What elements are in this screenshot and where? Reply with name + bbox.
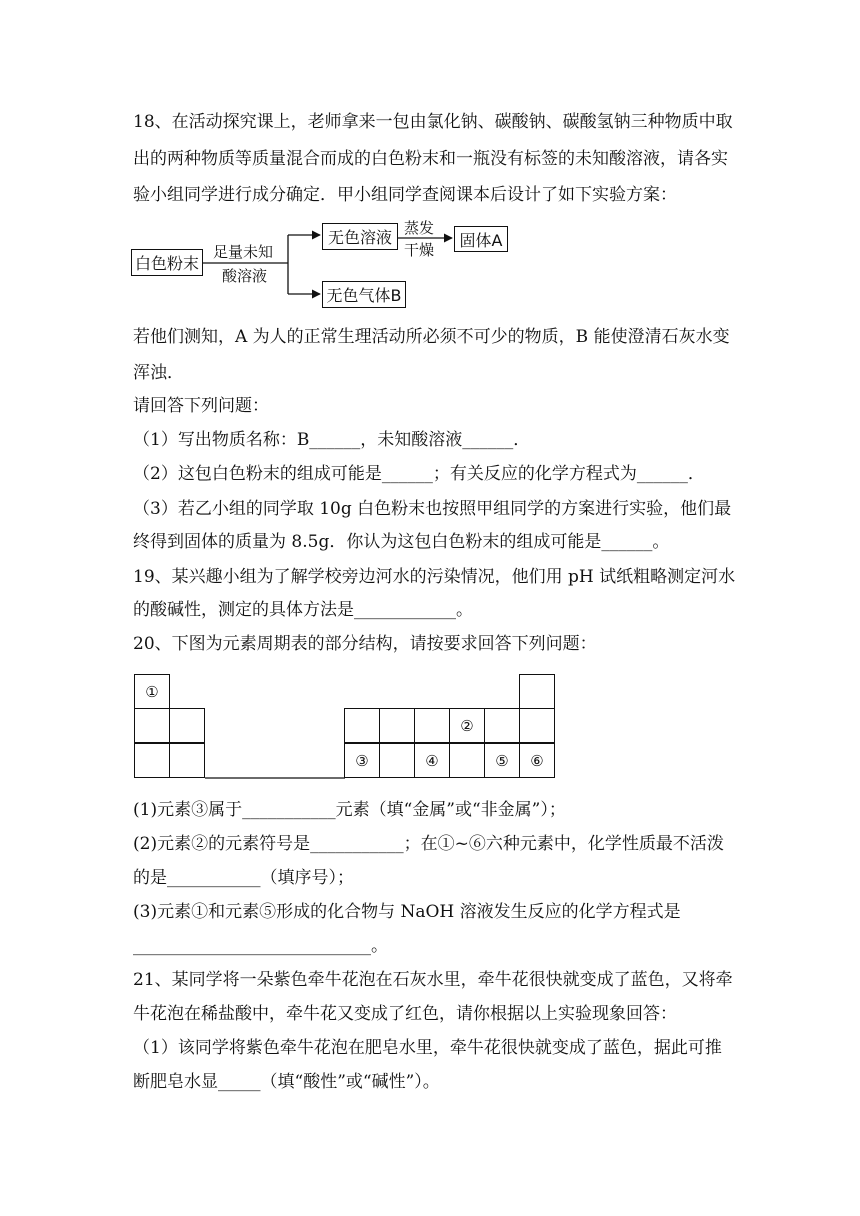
- cell-empty: [484, 708, 520, 743]
- q21-line-3: （1）该同学将紫色牵牛花泡在肥皂水里，牵牛花很快就变成了蓝色，据此可推: [133, 1038, 722, 1058]
- cell-empty: [519, 674, 555, 709]
- cell-empty: [449, 743, 485, 778]
- flow-solid-a: 固体A: [454, 226, 508, 252]
- cell-empty: [344, 708, 380, 743]
- q20-answer-blank: ____________________________: [133, 936, 371, 956]
- q20-line-2: (1)元素③属于___________元素（填“金属”或“非金属”）；: [133, 800, 566, 820]
- q21-line-2: 牛花泡在稀盐酸中，牵牛花又变成了红色，请你根据以上实验现象回答：: [133, 1004, 677, 1024]
- q18-line-10: 终得到固体的质量为 8.5g．你认为这包白色粉末的组成可能是______。: [133, 532, 670, 552]
- cell-element-3: ③: [344, 743, 380, 778]
- cell-element-5: ⑤: [484, 743, 520, 778]
- cell-empty: [379, 743, 415, 778]
- cell-empty: [134, 743, 170, 778]
- q18-line-4: 若他们测知，A 为人的正常生理活动所必须不可少的物质，B 能使澄清石灰水变: [133, 327, 730, 347]
- q18-line-5: 浑浊．: [133, 363, 184, 383]
- q18-line-1: 18、在活动探究课上，老师拿来一包由氯化钠、碳酸钠、碳酸氢钠三种物质中取: [133, 112, 733, 132]
- cell-empty: [379, 708, 415, 743]
- q18-line-6: 请回答下列问题：: [133, 396, 269, 416]
- q20-line-3: (2)元素②的元素符号是___________；在①~⑥六种元素中，化学性质最不活泼: [133, 834, 724, 854]
- q19-line-1: 19、某兴趣小组为了解学校旁边河水的污染情况，他们用 pH 试纸粗略测定河水: [133, 567, 736, 587]
- cell-empty: [134, 708, 170, 743]
- flow-step-top: 蒸发: [404, 219, 435, 237]
- flow-colorless-solution: 无色溶液: [322, 223, 398, 250]
- q18-line-9: （3）若乙小组的同学取 10g 白色粉末也按照甲组同学的方案进行实验，他们最: [133, 499, 732, 519]
- q21-line-4: 断肥皂水显_____（填“酸性”或“碱性”）。: [133, 1072, 440, 1092]
- cell-empty: [169, 743, 205, 778]
- q21-line-1: 21、某同学将一朵紫色牵牛花泡在石灰水里，牵牛花很快就变成了蓝色，又将牵: [133, 970, 733, 990]
- flow-step-bottom: 干燥: [404, 241, 435, 259]
- q18-line-2: 出的两种物质等质量混合而成的白色粉末和一瓶没有标签的未知酸溶液，请各实: [133, 149, 728, 169]
- cell-element-1: ①: [134, 674, 170, 709]
- q20-line-5: (3)元素①和元素⑤形成的化合物与 NaOH 溶液发生反应的化学方程式是: [133, 902, 681, 922]
- q18-line-8: （2）这包白色粉末的组成可能是______；有关反应的化学方程式为______．: [133, 464, 705, 484]
- cell-empty: [169, 708, 205, 743]
- cell-empty: [414, 708, 450, 743]
- cell-element-2: ②: [449, 708, 485, 743]
- q20-line-1: 20、下图为元素周期表的部分结构，请按要求回答下列问题：: [133, 634, 597, 654]
- cell-empty: [519, 708, 555, 743]
- q20-line-6-end: 。: [371, 936, 388, 956]
- flow-reagent-bottom: 酸溶液: [222, 267, 268, 285]
- q20-line-6: [133, 934, 388, 958]
- flow-reagent-top: 足量未知: [213, 243, 274, 261]
- cell-element-6: ⑥: [519, 743, 555, 778]
- q18-line-3: 验小组同学进行成分确定．甲小组同学查阅课本后设计了如下实验方案：: [133, 185, 677, 205]
- q19-line-2-text: 的酸碱性，测定的具体方法是: [133, 600, 354, 620]
- q19-line-2-end: 。: [456, 600, 473, 620]
- flow-colorless-gas-b: 无色气体B: [322, 281, 406, 308]
- q20-line-4: 的是___________（填序号）；: [133, 868, 354, 888]
- cell-element-4: ④: [414, 743, 450, 778]
- flow-white-powder: 白色粉末: [131, 249, 203, 276]
- q19-answer-blank: ____________: [354, 600, 456, 620]
- q18-line-7: （1）写出物质名称：B______，未知酸溶液______．: [133, 430, 531, 450]
